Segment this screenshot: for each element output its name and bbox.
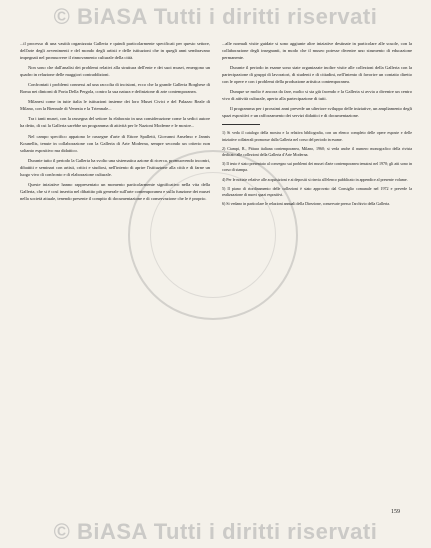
- footnote-6: 6) Si vedano in particolare le relazioni annuali della Direzione, conservate presso l'archivio della Galleria.: [222, 201, 391, 207]
- watermark-bottom: © BiASA Tutti i diritti riservati: [53, 519, 378, 544]
- watermark-top: © BiASA Tutti i diritti riservati: [53, 4, 378, 29]
- document-page: [20, 40, 412, 512]
- right-paragraph-2: Durante il periodo in esame sono state organizzate inoltre visite alle collezioni della Galleria con la partecipazione di gruppi di lavoratori, di studenti e di cittadini, nell'intento di favorire un contatto diretto con le opere e con i problemi della produzione artistica contemporanea.: [222, 65, 412, 85]
- right-paragraph-3: Dunque se molto è ancora da fare, molto si sta già facendo e la Galleria si avvia a divenire un centro vivo di attività culturale, aperto alla partecipazione di tutti.: [222, 89, 412, 102]
- right-paragraph-4: Il programma per i prossimi anni prevede un ulteriore sviluppo delle iniziative, un ampliamento degli spazi espositivi e un rafforzamento dei servizi didattici e di documentazione.: [222, 106, 412, 119]
- page-number: 159: [391, 509, 400, 515]
- footnote-2: 2) Ciampi, R., Pittura italiana contemporanea, Milano, 1960; si veda anche il numero monografico della rivista dedicato alle collezioni della Galleria d'Arte Moderna.: [222, 145, 412, 158]
- left-paragraph-7: Durante tutto il periodo la Galleria ha svolto una sistematica azione di ricerca, promuovendo incontri, dibattiti e seminari con artisti, critici e studiosi, nell'intento di aprire l'istituzione alla città e di farne un luogo vivo di confronto e di elaborazione culturale.: [20, 157, 210, 177]
- footnote-5: 5) Il piano di riordinamento delle collezioni è stato approvato dal Consiglio comunale nel 1972 e prevede la realizzazione di nuovi spazi espositivi.: [222, 185, 412, 198]
- left-paragraph-2: Non sono che dall'analisi dei problemi relativi alla struttura dell'ente e dei suoi musei, emergono un quadro in relazione delle maggiori contraddizioni.: [20, 65, 210, 78]
- right-paragraph-1: ...alle normali visite guidate si sono aggiunte altre iniziative destinate in particolare alle scuole, con la collaborazione degli insegnanti, in modo che il museo potesse divenire uno strumento di educazione permanente.: [222, 41, 412, 61]
- right-column: [222, 40, 412, 512]
- footnote-1: 1) Si veda il catalogo della mostra e la relativa bibliografia, con un elenco completo delle opere esposte e delle iniziative collaterali promosse dalla Galleria nel corso del periodo in esame.: [222, 130, 412, 142]
- footnote-4: 4) Per le notizie relative alle acquisizioni e ai depositi si rinvia all'elenco pubblicato in appendice al presente volume.: [222, 176, 408, 182]
- footnote-3: 3) Il testo è stato presentato al convegno sui problemi dei musei d'arte contemporanea tenutosi nel 1970; gli atti sono in corso di stampa.: [222, 161, 412, 173]
- left-paragraph-5: Tra i tanti musei, con la rassegna del settore fu elaborato in una considerazione come la sedici autore ha detto, di cui la Galleria sarebbe un programma di attività per le Nazioni Moderne e le mostre...: [20, 116, 210, 129]
- left-column: [20, 40, 210, 512]
- left-paragraph-4: Milanesi come in tutte italia le istituzioni insieme dei loro Musei Civici e del Palazzo Reale di Milano, con la Biennale di Venezia e la Triennale...: [20, 99, 210, 112]
- left-paragraph-6: Nel campo specifico appaiono le rassegne d'arte di Ettore Spalletti, Giovanni Anselmo e Jannis Kounellis, tenute in collaborazione con la Galleria di Arte Moderna, sempre secondo un criterio non soltanto espositivo ma didattico.: [20, 133, 210, 153]
- left-paragraph-8: Queste iniziative hanno rappresentato un momento particolarmente significativo nella vita della Galleria, che si è così inserita nel dibattito più generale sull'arte contemporanea e sulla funzione dei musei nella società attuale, tenendo presente il compito di documentazione e di conservazione che le è proprio.: [20, 181, 210, 201]
- left-paragraph-1: ...il processo di una vastità organizzata Galleria e quindi particolarmente specificati per questo settore, dell'arte degli avvenimenti e del mondo degli artisti e delle istituzioni che in quegli anni sembravano impegnati nel promuovere il rinnovamento culturale della città.: [20, 41, 210, 61]
- left-paragraph-3: Confrontati i problemi connessi ad una raccolta di incisioni, ecco che la grande Galleria Borghese di Roma nei dintorni di Porta Della Pergola, contro la sua natura e definizione di arte contemporanea.: [20, 82, 210, 95]
- footnotes: [222, 130, 412, 207]
- footnote-rule: [222, 124, 260, 125]
